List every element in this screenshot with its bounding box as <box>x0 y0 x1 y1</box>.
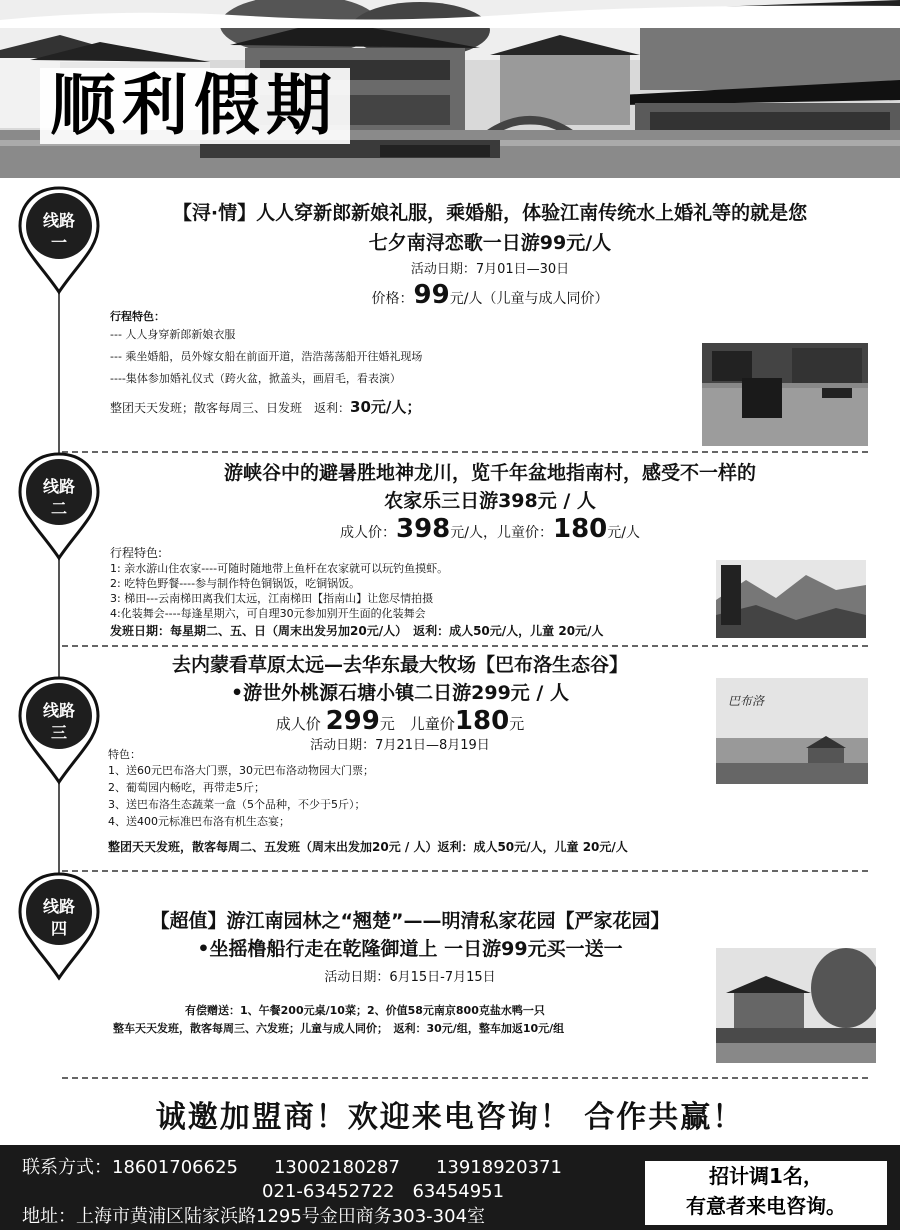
route-pin-3-label: 线路 <box>42 701 75 720</box>
route-pin-2-label: 线路 <box>42 477 75 496</box>
route-1-features-label: 行程特色： <box>110 310 165 323</box>
route-1-departure <box>110 396 421 417</box>
route-4-photo <box>716 948 876 1063</box>
route-2-title-2: 农家乐三日游398元 / 人 <box>384 490 596 512</box>
route-1-price-label: 价格： <box>371 291 414 307</box>
route-2-price <box>100 514 880 544</box>
route-3-feature-4: 4、送400元标准巴布洛有机生态宴； <box>108 815 290 828</box>
route-1-date: 活动日期：7月01日—30日 <box>410 262 570 277</box>
route-pin-3 <box>18 676 100 786</box>
route-pin-2-number: 二 <box>50 499 67 518</box>
route-pin-1 <box>18 186 100 296</box>
route-2-adult-label: 成人价： <box>340 525 396 541</box>
route-3-photo <box>716 678 868 784</box>
recruit-box <box>645 1161 887 1225</box>
route-pin-3-number: 三 <box>50 723 67 742</box>
footer-phones-row-1 <box>22 1153 562 1179</box>
route-3-child-label: 儿童价 <box>409 715 455 733</box>
route-3-feature-2: 2、葡萄园内畅吃，再带走5斤； <box>108 781 265 794</box>
route-4-title-1: 【超值】游江南园林之“翘楚”——明清私家花园【严家花园】 <box>150 910 670 932</box>
header-banner <box>0 0 900 178</box>
contact-label: 联系方式： <box>22 1157 112 1178</box>
route-pin-4 <box>18 872 100 982</box>
route-1-price-value: 99 <box>413 280 450 310</box>
route-2-child-label: 儿童价： <box>497 525 553 541</box>
route-2-adult-unit: 元/人， <box>450 525 497 541</box>
route-3-title-1: 去内蒙看草原太远—去华东最大牧场【巴布洛生态谷】 <box>171 654 628 676</box>
route-2-child-value: 180 <box>553 514 608 544</box>
route-2-feature-3: 3: 梯田---云南梯田离我们太远，江南梯田【指南山】让您尽情拍摄 <box>110 592 434 605</box>
route-3-feature-3: 3、送巴布洛生态蔬菜一盒（5个品种，不少于5斤）； <box>108 798 366 811</box>
route-3-price <box>100 706 700 736</box>
route-3-features-label: 特色： <box>108 748 141 761</box>
route-3-date: 活动日期：7月21日—8月19日 <box>310 738 490 753</box>
route-3-adult-unit: 元 <box>379 715 395 733</box>
route-4-title-2: •坐摇橹船行走在乾隆御道上 一日游99元买一送一 <box>197 938 623 960</box>
route-4-gift: 有偿赠送：1、午餐200元桌/10菜；2、价值58元南京800克盐水鸭一只 <box>185 1004 545 1017</box>
brand-logo-box <box>40 68 350 144</box>
route-4-departure: 整车天天发班，散客每周三、六发班；儿童与成人同价； 返利：30元/组，整车加返10元/组 <box>113 1022 565 1035</box>
route-2-departure: 发班日期：每星期二、五、日（周末出发另加20元/人） 返利：成人50元/人，儿童 20元/人 <box>110 624 604 638</box>
route-1-title-1: 【浔·情】人人穿新郎新娘礼服，乘婚船，体验江南传统水上婚礼等的就是您 <box>172 202 808 224</box>
route-3-title-2: •游世外桃源石塘小镇二日游299元 / 人 <box>231 682 569 704</box>
route-2-photo <box>716 560 866 638</box>
route-pin-4-label: 线路 <box>42 897 75 916</box>
route-3-child-unit: 元 <box>509 715 525 733</box>
divider-1 <box>62 451 868 453</box>
recruit-line-1: 招计调1名， <box>709 1164 823 1188</box>
route-1-photo <box>702 343 868 446</box>
route-1-feature-2: --- 乘坐婚船，员外嫁女船在前面开道，浩浩荡荡船开往婚礼现场 <box>110 350 423 363</box>
slogan: 诚邀加盟商！欢迎来电咨询！ 合作共赢！ <box>155 1100 745 1135</box>
route-1-price-unit: 元/人（儿童与成人同价） <box>449 291 609 307</box>
route-2-child-unit: 元/人 <box>607 525 640 541</box>
route-pin-1-number: 一 <box>50 233 67 252</box>
route-1-rebate: 30元/人； <box>350 398 422 416</box>
route-3-child-value: 180 <box>454 706 510 736</box>
route-4-date: 活动日期：6月15日-7月15日 <box>324 970 496 985</box>
recruit-line-2: 有意者来电咨询。 <box>686 1194 846 1218</box>
route-1-feature-3: ----集体参加婚礼仪式（跨火盆，掀盖头，画眉毛，看表演） <box>110 372 401 385</box>
phone-list-1: 18601706625 13002180287 13918920371 <box>112 1157 562 1178</box>
divider-4 <box>62 1077 868 1079</box>
route-2-feature-4: 4:化装舞会----每逢星期六，可自理30元参加别开生面的化装舞会 <box>110 607 426 620</box>
route-2-adult-value: 398 <box>396 514 451 544</box>
route-pin-2 <box>18 452 100 562</box>
route-1-price <box>100 280 880 310</box>
header-wave <box>0 0 900 28</box>
route-3-adult-label: 成人价 <box>275 715 321 733</box>
route-2-features-label: 行程特色: <box>110 546 163 560</box>
route-2-title-1: 游峡谷中的避暑胜地神龙川，览千年盆地指南村，感受不一样的 <box>223 462 756 484</box>
divider-3 <box>62 870 868 872</box>
route-3-photo-logo: 巴布洛 <box>728 694 765 708</box>
route-pin-1-label: 线路 <box>42 211 75 230</box>
timeline-line <box>58 280 60 920</box>
route-2-feature-2: 2: 吃特色野餐----参与制作特色铜锅饭，吃铜锅饭。 <box>110 577 361 590</box>
route-pin-4-number: 四 <box>50 919 67 938</box>
route-1-feature-1: --- 人人身穿新郎新娘衣服 <box>110 328 236 341</box>
footer-contact <box>0 1145 900 1230</box>
route-3-departure: 整团天天发班，散客每周二、五发班（周末出发加20元 / 人）返利：成人50元/人，儿童 20元/人 <box>108 840 628 854</box>
phone-list-2: 021-63452722 63454951 <box>262 1181 505 1202</box>
route-2-feature-1: 1: 亲水游山住农家----可随时随地带上鱼杆在农家就可以玩钓鱼摸虾。 <box>110 562 449 575</box>
route-3-adult-value: 299 <box>325 706 380 736</box>
route-1-departure-text: 整团天天发班；散客每周三、日发班 返利： <box>110 401 351 415</box>
route-1-title-2: 七夕南浔恋歌一日游99元/人 <box>368 232 612 254</box>
address: 地址：上海市黄浦区陆家浜路1295号金田商务303-304室 <box>22 1206 486 1227</box>
brand-name: 顺利假期 <box>50 67 338 144</box>
route-3-feature-1: 1、送60元巴布洛大门票，30元巴布洛动物园大门票； <box>108 764 374 777</box>
divider-2 <box>62 645 868 647</box>
